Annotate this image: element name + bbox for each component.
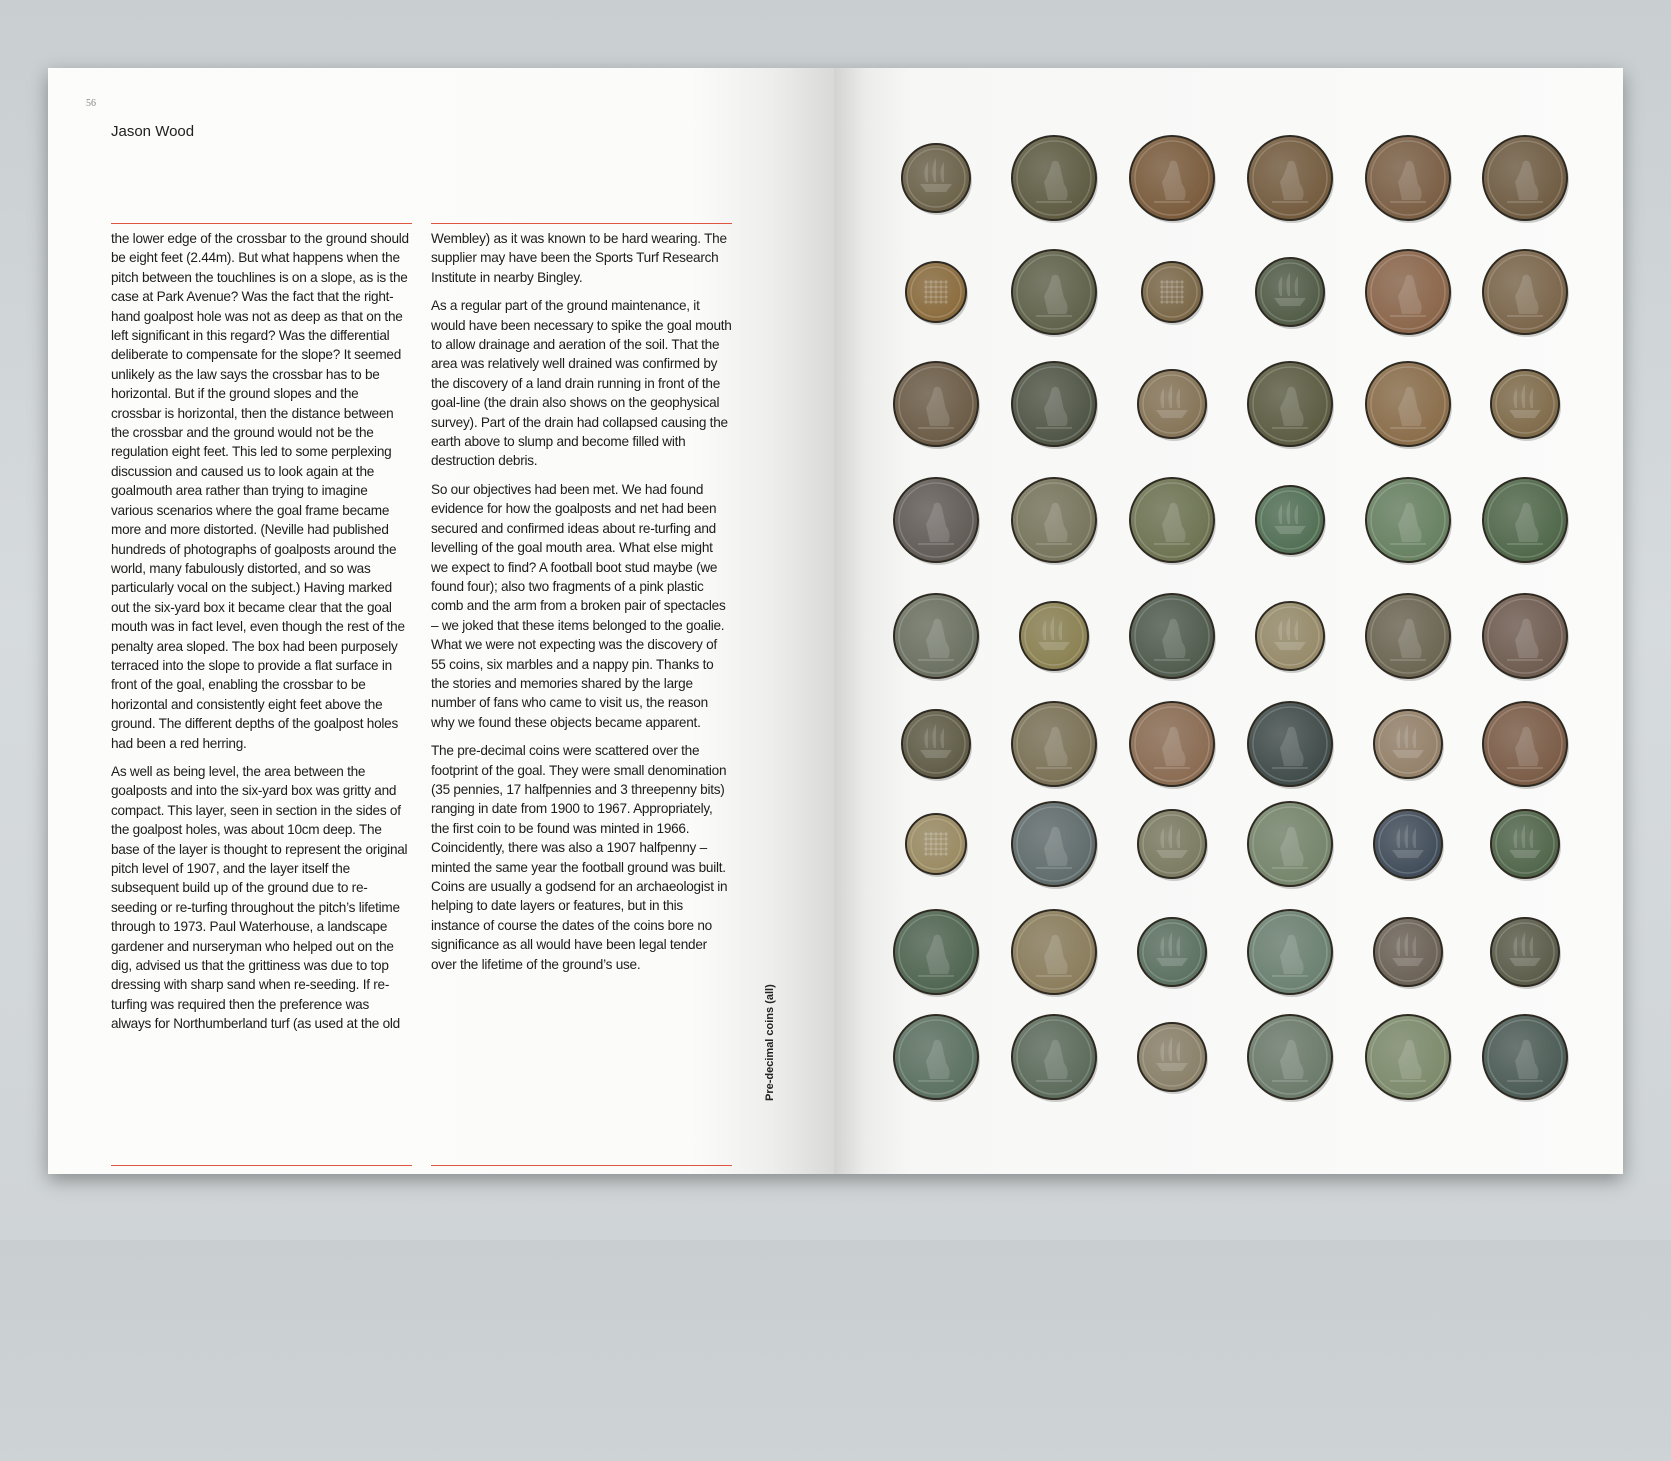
- column-rule-top: [431, 223, 732, 224]
- running-header-author: Jason Wood: [111, 123, 195, 140]
- paragraph: As a regular part of the ground maintenance, it would have been necessary to spike the goal mouth to allow drainage and aeration of the soil. That the area was relatively well drained was confirmed by the discovery of a land drain running in front of the goal-line (the drain also shows on the geophysical survey). Part of the drain had collapsed causing the earth above to slump and become filled with destruction debris.: [431, 298, 732, 469]
- text-column-1: [111, 223, 412, 1167]
- right-page: [834, 68, 1623, 1174]
- figure-caption-wrapper: [764, 984, 782, 1461]
- column-1-text: [111, 229, 412, 1043]
- column-rule-bottom: [111, 1165, 412, 1166]
- column-2-text: [431, 229, 732, 983]
- column-rule-top: [111, 223, 412, 224]
- paragraph: So our objectives had been met. We had found evidence for how the goalposts and net had been secured and confirmed ideas about re-turfing and levelling of the goal mouth area. What else might we expect to find? A football boot stud maybe (we found four); also two fragments of a pink plastic comb and the arm from a broken pair of spectacles – we joked that these items belonged to the goalie. What we were not expecting was the discovery of 55 coins, six marbles and a nappy pin. Thanks to the stories and memories shared by the large number of fans who came to visit us, the reason why we found these objects became apparent.: [431, 481, 726, 730]
- page-number: 56: [86, 98, 96, 109]
- paragraph: Wembley) as it was known to be hard wearing. The supplier may have been the Sports Turf Research Institute in nearby Bingley.: [431, 231, 727, 285]
- left-page: [48, 68, 834, 1174]
- column-rule-bottom: [431, 1165, 732, 1166]
- paragraph: The pre-decimal coins were scattered over the footprint of the goal. They were small denomination (35 pennies, 17 halfpennies and 3 threepenny bits) ranging in date from 1900 to 1967. Appropriately, the first coin to be found was minted in 1966. Coincidently, there was also a 1907 halfpenny – minted the same year the football ground was built. Coins are usually a godsend for an archaeologist in helping to date layers or features, but in this instance of course the dates of the coins bore no significance as all would have been legal tender over the lifetime of the ground’s use.: [431, 743, 728, 972]
- figure-caption: Pre-decimal coins (all): [764, 984, 776, 1101]
- text-column-2: [431, 223, 732, 1167]
- paragraph: As well as being level, the area between the goalposts and into the six-yard box was gritty and compact. This layer, seen in section in the sides of the goalpost holes, was about 10cm deep. The base of the layer is thought to represent the original pitch level of 1907, and the layer itself the subsequent build up of the ground due to re-seeding or re-turfing throughout the pitch’s lifetime through to 1973. Paul Waterhouse, a landscape gardener and nurseryman who helped out on the dig, advised us that the grittiness was due to top dressing with sharp sand when re-seeding. If re-turfing was required then the preference was always for Northumberland turf (as used at the old: [111, 763, 408, 1032]
- paragraph: the lower edge of the crossbar to the ground should be eight feet (2.44m). But what happens when the pitch between the touchlines is on a slope, as is the case at Park Avenue? Was the fact that the right-hand goalpost hole was not as deep as that on the left significant in this regard? Was the differential deliberate to compensate for the slope? It seemed unlikely as the law says the crossbar has to be horizontal. But if the ground slopes and the crossbar is horizontal, then the distance between the crossbar and the ground would not be the regulation eight feet. This led to some perplexing discussion and caused us to look again at the goalmouth area rather than trying to imagine various scenarios where the goal frame became more and more distorted. (Neville had published hundreds of photographs of goalposts around the world, many fabulously distorted, and so was particularly vocal on the subject.) Having marked out the six-yard box it became clear that the goal mouth was in fact level, even though the rest of the penalty area sloped. The box had been purposely terraced into the slope to provide a flat surface in front of the goal, enabling the crossbar to be horizontal and consistently eight feet above the ground. The different depths of the goalpost holes had been a red herring.: [111, 231, 409, 751]
- book-spread: [48, 68, 1623, 1174]
